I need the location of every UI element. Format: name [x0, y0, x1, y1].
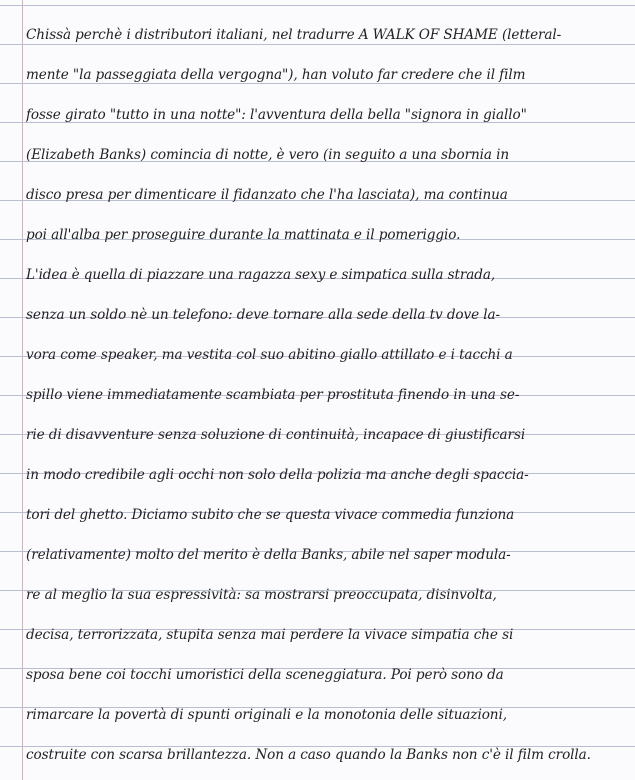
text-line: sposa bene coi tocchi umoristici della sceneggiatura. Poi però sono da — [26, 667, 504, 683]
text-line: decisa, terrorizzata, stupita senza mai perdere la vivace simpatia che si — [26, 627, 514, 643]
margin-line — [22, 0, 23, 780]
text-line: Chissà perchè i distributori italiani, nel tradurre A WALK OF SHAME (letteral- — [26, 27, 562, 43]
text-line: rimarcare la povertà di spunti originali e la monotonia delle situazioni, — [26, 707, 507, 723]
text-line: tori del ghetto. Diciamo subito che se questa vivace commedia funziona — [26, 507, 515, 523]
text-line: costruite con scarsa brillantezza. Non a caso quando la Banks non c'è il film crolla. — [26, 747, 591, 763]
text-line: re al meglio la sua espressività: sa mostrarsi preoccupata, disinvolta, — [26, 587, 497, 603]
text-line: disco presa per dimenticare il fidanzato che l'ha lasciata), ma continua — [26, 187, 508, 203]
text-line: rie di disavventure senza soluzione di continuità, incapace di giustificarsi — [26, 427, 526, 443]
text-line: senza un soldo nè un telefono: deve tornare alla sede della tv dove la- — [26, 307, 500, 323]
text-line: fosse girato "tutto in una notte": l'avventura della bella "signora in giallo" — [26, 107, 527, 123]
text-line: (relativamente) molto del merito è della Banks, abile nel saper modula- — [26, 547, 511, 563]
text-line: in modo credibile agli occhi non solo della polizia ma anche degli spaccia- — [26, 467, 529, 483]
text-line: spillo viene immediatamente scambiata per prostituta finendo in una se- — [26, 387, 520, 403]
text-line: mente "la passeggiata della vergogna"), han voluto far credere che il film — [26, 67, 526, 83]
text-line: vora come speaker, ma vestita col suo abitino giallo attillato e i tacchi a — [26, 347, 513, 363]
text-line: (Elizabeth Banks) comincia di notte, è vero (in seguito a una sbornia in — [26, 147, 510, 163]
text-line: L'idea è quella di piazzare una ragazza sexy e simpatica sulla strada, — [26, 267, 496, 283]
text-line: poi all'alba per proseguire durante la mattinata e il pomeriggio. — [26, 227, 461, 243]
